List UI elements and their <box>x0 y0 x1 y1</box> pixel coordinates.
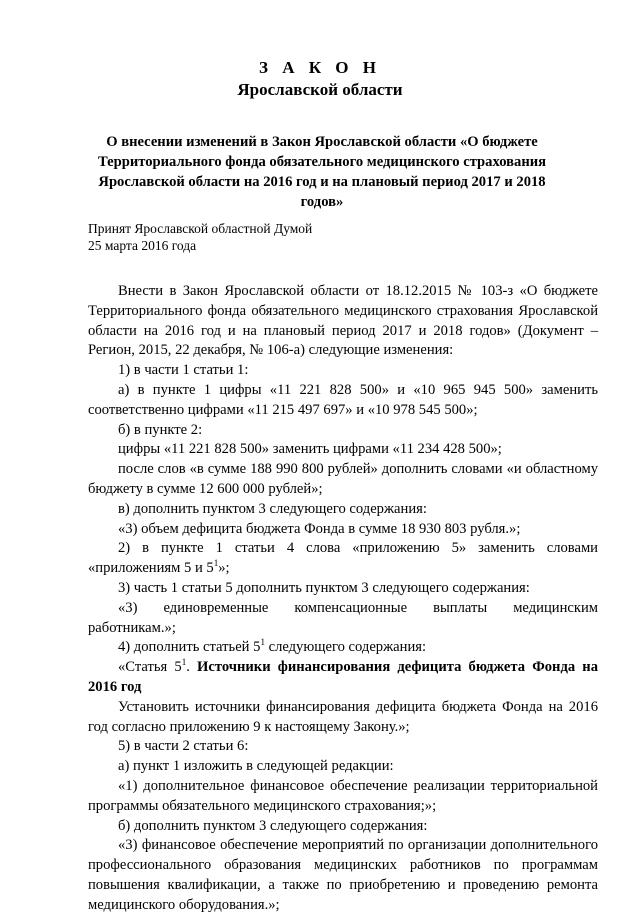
superscript: 1 <box>260 637 265 648</box>
paragraph: в) дополнить пунктом 3 следующего содержания: <box>118 500 427 517</box>
article-label: . <box>186 659 198 676</box>
article-heading <box>88 658 598 698</box>
paragraph: «3) объем дефицита бюджета Фонда в сумме 18 930 803 рубля.»; <box>118 520 521 537</box>
paragraph <box>88 638 598 658</box>
paragraph: Внести в Закон Ярославской области от 18.12.2015 № 103-з «О бюджете Территориального фонда обязательного медицинского страхования Ярославской области на 2016 год и на плановый период 2017 и 2018 годов» (Документ – Регион, 2015, 22 декабря, № 106-а) следующие изменения: <box>88 283 598 359</box>
article-label: «Статья 5 <box>118 659 182 676</box>
paragraph: 5) в части 2 статьи 6: <box>118 738 249 755</box>
paragraph: цифры «11 221 828 500» заменить цифрами «11 234 428 500»; <box>118 441 502 458</box>
paragraph: после слов «в сумме 188 990 800 рублей» дополнить словами «и областному бюджету в сумме 12 600 000 рублей»; <box>88 461 598 497</box>
law-title: З А К О Н <box>258 58 382 77</box>
paragraph-text: 4) дополнить статьей 5 <box>118 639 261 656</box>
paragraph-text: 2) в пункте 1 статьи 4 слова «приложению 5» заменить словами «приложениям 5 и 5 <box>88 540 598 577</box>
paragraph: б) дополнить пунктом 3 следующего содержания: <box>118 817 428 834</box>
paragraph: «3) финансовое обеспечение мероприятий по организации дополнительного профессионального образования медицинских работников по программам повышения квалификации, а также по приобретению и проведению ремонта медицинского оборудования.»; <box>88 837 598 913</box>
paragraph: «1) дополнительное финансовое обеспечение реализации территориальной программы обязательного медицинского страхования;»; <box>88 777 598 814</box>
superscript: 1 <box>213 558 219 569</box>
paragraph-text: »; <box>218 560 230 577</box>
paragraph: б) в пункте 2: <box>118 421 203 438</box>
paragraph: Установить источники финансирования дефицита бюджета Фонда на 2016 год согласно приложению 9 к настоящему Закону.»; <box>88 698 598 735</box>
paragraph-text: следующего содержания: <box>264 639 427 656</box>
paragraph: 1) в части 1 статьи 1: <box>118 362 249 379</box>
law-body <box>88 282 598 916</box>
adoption-date: 25 марта 2016 года <box>88 238 197 253</box>
paragraph: а) в пункте 1 цифры «11 221 828 500» и «10 965 945 500» заменить соответственно цифрами «11 215 497 697» и «10 978 545 500»; <box>88 381 598 418</box>
superscript: 1 <box>181 657 187 668</box>
article-title: Источники финансирования дефицита бюджета Фонда на 2016 год <box>88 659 598 695</box>
adoption-note <box>88 220 312 254</box>
paragraph: «3) единовременные компенсационные выплаты медицинским работникам.»; <box>88 599 598 636</box>
law-region: Ярославской области <box>237 80 403 99</box>
paragraph <box>88 539 598 579</box>
paragraph: 3) часть 1 статьи 5 дополнить пунктом 3 следующего содержания: <box>118 579 530 596</box>
law-subject: О внесении изменений в Закон Ярославской области «О бюджете Территориального фонда обязательного медицинского страхования Ярославской области на 2016 год и на плановый период 2017 и 2018 годов» <box>97 134 547 210</box>
paragraph: а) пункт 1 изложить в следующей редакции: <box>118 758 394 775</box>
adoption-body: Принят Ярославской областной Думой <box>88 221 313 236</box>
